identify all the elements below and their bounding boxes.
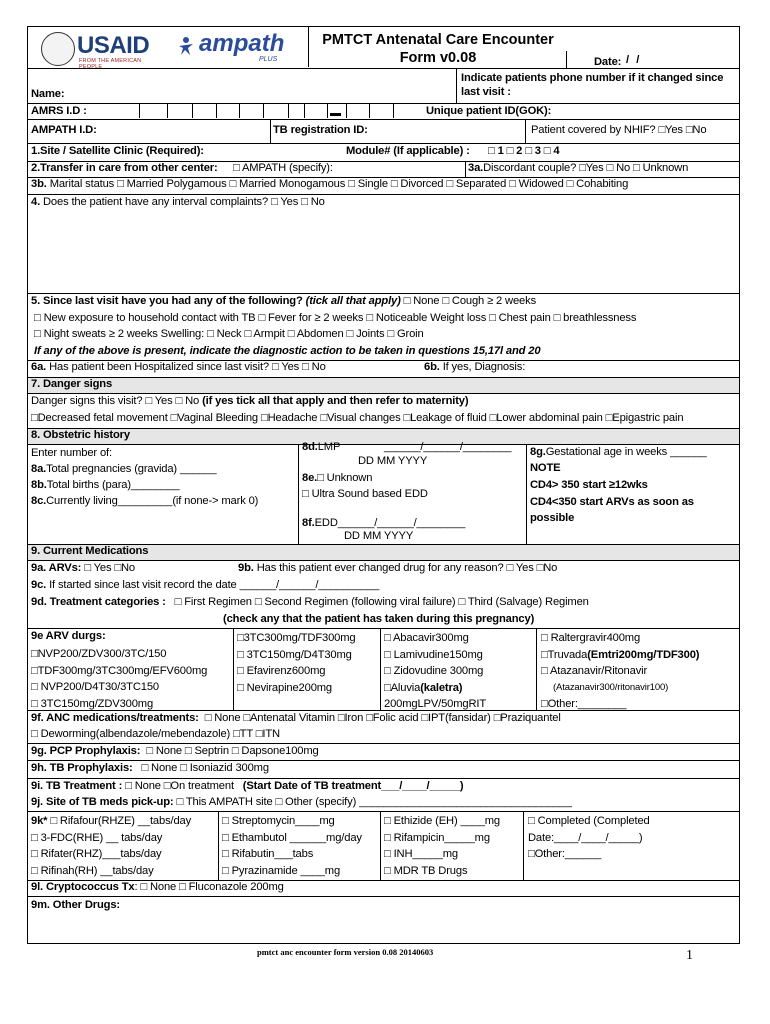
q8-header: 8. Obstetric history [31,429,130,441]
q5-hint: (tick all that apply) [305,295,401,307]
q5-options-3[interactable]: □ Night sweats ≥ 2 weeks Swelling: □ Neck □ Armpit □ Abdomen □ Joints □ Groin [34,328,424,340]
q9a-label: 9a. ARVs: [31,562,82,574]
q9d-label: 9d. Treatment categories : [31,596,166,608]
q4-interval-complaints[interactable]: Does the patient have any interval complaints? □ Yes □ No [43,196,325,208]
arv-3tc-d4t[interactable]: □ 3TC150mg/D4T30mg [237,648,352,661]
q8-note-line2: CD4<350 start ARVs as soon as [530,496,694,508]
q8-note-title: NOTE [530,462,561,474]
q3b-marital-status[interactable]: Marital status □ Married Polygamous □ Married Monogamous □ Single □ Divorced □ Separated □ Widowed □ Cohabiting [49,178,629,190]
q3b-label: 3b. [31,178,47,190]
q9a-arvs[interactable]: □ Yes □No [84,562,135,574]
q8-note-line3: possible [530,512,575,524]
q8a-label: 8a. [31,463,47,475]
q9m-label: 9m. Other Drugs: [31,899,120,911]
q2-transfer-label: 2.Transfer in care from other center: [31,162,218,174]
arv-tdf-3tc-efv[interactable]: □TDF300mg/3TC300mg/EFV600mg [31,664,208,677]
q9i-tb-treatment-options[interactable]: □ None □On treatment [125,780,234,792]
tb-ethizide[interactable]: □ Ethizide (EH) ____mg [384,815,501,827]
q8-note-line1: CD4> 350 start ≥12wks [530,479,648,491]
q5-action-note: If any of the above is present, indicate the diagnostic action to be taken in questions 15,17l and 20 [34,345,541,357]
q9e-col2[interactable] [237,630,355,696]
q8b-para[interactable]: Total births (para)________ [46,479,180,491]
tb-rifabutin[interactable]: □ Rifabutin___tabs [222,848,314,860]
q9k-col2[interactable] [222,813,362,879]
arv-kaletra: (kaletra) [420,681,463,694]
q9d-treatment-categories[interactable]: □ First Regimen □ Second Regimen (following viral failure) □ Third (Salvage) Regimen [174,596,589,608]
usaid-wordmark: USAID [77,32,150,59]
arv-truvada[interactable]: □Truvada [541,648,588,661]
arv-nvp-d4t-3tc[interactable]: □ NVP200/D4T30/3TC150 [31,681,159,693]
q9k-col4[interactable] [528,813,650,863]
q6a-hospitalized[interactable]: Has patient been Hospitalized since last visit? □ Yes □ No [49,361,326,373]
q9e-col4[interactable] [541,630,699,713]
q7-instruction: (if yes tick all that apply and then refer to maternity) [202,395,469,407]
q4-label: 4. [31,196,41,208]
arv-efavirenz[interactable]: □ Efavirenz600mg [237,665,326,677]
tb-rifampicin[interactable]: □ Rifampicin_____mg [384,831,490,844]
q6a-label: 6a. [31,361,47,373]
q9-header: 9. Current Medications [31,545,149,557]
tb-inh[interactable]: □ INH_____mg [384,848,458,860]
arv-nvp-zdv-3tc[interactable]: □NVP200/ZDV300/3TC/150 [31,648,167,660]
q8d-lmp-field[interactable]: ______/______/________ [384,441,512,453]
q8b-label: 8b. [31,479,47,491]
q9k-col3[interactable] [384,813,500,879]
arv-truvada-dose: (Emtri200mg/TDF300) [587,648,700,661]
nhif-question[interactable]: Patient covered by NHIF? □Yes □No [531,124,707,136]
q9e-col1[interactable] [31,646,207,712]
arv-abacavir[interactable]: □ Abacavir300mg [384,632,469,644]
q9f-anc-options-2[interactable]: □ Deworming(albendazole/mebendazole) □TT □ITN [31,728,280,740]
q9i-start-date[interactable]: (Start Date of TB treatment___/____/_____) [242,780,464,792]
q9j-label: 9j. Site of TB meds pick-up: [31,796,174,808]
q3a-label: 3a. [468,162,484,174]
name-label: Name: [31,88,65,100]
phone-change-note: Indicate patients phone number if it changed since last visit : [461,72,724,98]
q8e-ultrasound[interactable]: □ Ultra Sound based EDD [302,488,428,500]
q8g-label: 8g. [530,446,546,458]
q9c-label: 9c. [31,579,47,591]
tb-completed[interactable]: □ Completed (Completed [528,815,650,827]
page-number: 1 [686,948,693,963]
q9l-label: 9l. Cryptococcus Tx [31,881,135,893]
q9e-label: 9e ARV durgs: [31,630,106,642]
q1-module-label: Module# (If applicable) : [346,145,470,157]
arv-lamivudine[interactable]: □ Lamivudine150mg [384,648,483,661]
q9k-col1[interactable] [31,813,191,879]
arv-atazanavir[interactable]: □ Atazanavir/Ritonavir [541,665,648,677]
arv-3tc-zdv[interactable]: □ 3TC150mg/ZDV300mg [31,697,154,710]
tb-rifinah[interactable]: □ Rifinah(RH) __tabs/day [31,864,154,877]
ampath-wordmark: ampath [199,30,285,57]
tb-completed-date[interactable]: Date:____/____/_____) [528,831,643,844]
ampath-plus: PLUS [259,56,278,63]
q8f-label: 8f. [302,517,315,529]
arv-zidovudine[interactable]: □ Zidovudine 300mg [384,665,484,677]
q5-label: 5. Since last visit have you had any of the following? [31,295,303,307]
arv-aluvia-dose: 200mgLPV/50mgRIT [384,698,487,710]
footer-version: pmtct anc encounter form version 0.08 20140603 [257,947,434,957]
unique-patient-id-label: Unique patient ID(GOK): [426,105,552,117]
q8-enter-number: Enter number of: [31,447,112,459]
q9b-changed-drug[interactable]: Has this patient ever changed drug for any reason? □ Yes □No [256,562,558,574]
q6b-label: 6b. [424,361,440,373]
q7-danger-sign-options[interactable]: □Decreased fetal movement □Vaginal Bleeding □Headache □Visual changes □Leakage of fluid □Lower abdominal pain □Epigastric pain [31,412,684,424]
q8a-gravida[interactable]: Total pregnancies (gravida) ______ [46,463,217,475]
q7-danger-signs[interactable]: Danger signs this visit? □ Yes □ No [31,395,200,407]
arv-aluvia[interactable]: □Aluvia [384,681,421,694]
q3a-discordant-couple[interactable]: Discordant couple? □Yes □ No □ Unknown [483,162,689,174]
tb-rifafour[interactable]: □ Rifafour(RHZE) __tabs/day [50,815,192,827]
tb-registration-label: TB registration ID: [273,124,368,136]
q8e-unknown[interactable]: □ Unknown [317,472,373,484]
q9l-options[interactable]: : □ None □ Fluconazole 200mg [134,881,284,893]
q9f-anc-options[interactable]: □ None □Antenatal Vitamin □Iron □Folic acid □IPT(fansidar) □Praziquantel [204,712,561,724]
q8c-label: 8c. [31,495,47,507]
amrs-id-label: AMRS I.D : [31,105,87,117]
q8d-date-units: DD MM YYYY [358,455,428,467]
tb-mdr-drugs[interactable]: □ MDR TB Drugs [384,864,468,877]
q9j-pickup-options[interactable]: □ This AMPATH site □ Other (specify) ___________________________________ [176,796,572,808]
encounter-form [27,26,740,944]
arv-atazanavir-dose: (Atazanavir300/ritonavir100) [553,681,669,693]
q9g-pcp-options[interactable]: □ None □ Septrin □ Dapsone100mg [146,745,319,757]
form-title: PMTCT Antenatal Care Encounter Form v0.08 [322,32,554,66]
q9f-label: 9f. ANC medications/treatments: [31,712,199,724]
q8d-lmp: LMP [317,441,341,453]
tb-ethambutol[interactable]: □ Ethambutol ______mg/day [222,831,362,844]
date-label: Date: [594,56,622,68]
tb-other[interactable]: □Other:______ [528,848,602,860]
q8g-gestational-age[interactable]: Gestational age in weeks ______ [545,446,707,458]
q9i-label: 9i. TB Treatment : [31,780,123,792]
q9e-col3[interactable] [384,630,486,713]
q9c-start-date[interactable]: If started since last visit record the date ______/______/__________ [49,579,380,591]
q8d-label: 8d. [302,441,318,453]
q7-header: 7. Danger signs [31,378,113,390]
tb-pyrazinamide[interactable]: □ Pyrazinamide ____mg [222,864,341,877]
q9b-label: 9b. [238,562,254,574]
q8f-date-units: DD MM YYYY [344,530,414,542]
q9h-label: 9h. TB Prophylaxis: [31,762,133,774]
q6b-diagnosis: If yes, Diagnosis: [442,361,526,373]
q9g-label: 9g. PCP Prophylaxis: [31,745,141,757]
q8e-label: 8e. [302,472,318,484]
arv-nevirapine[interactable]: □ Nevirapine200mg [237,681,333,694]
arv-other[interactable]: □Other:________ [541,698,627,710]
q5-options-2[interactable]: □ New exposure to household contact with TB □ Fever for ≥ 2 weeks □ Noticeable Weight loss □ Chest pain □ breathlessness [34,312,637,324]
usaid-tagline: FROM THE AMERICAN PEOPLE [79,58,142,70]
date-slashes[interactable]: / / [626,54,642,66]
q9k-label: 9k* [31,815,48,827]
q8c-living[interactable]: Currently living_________(if none-> mark 0) [46,495,259,507]
arv-raltegravir[interactable]: □ Raltergravir400mg [541,632,641,644]
q9h-tb-prophylaxis-options[interactable]: □ None □ Isoniazid 300mg [141,762,269,774]
tb-streptomycin[interactable]: □ Streptomycin____mg [222,815,335,827]
q1-site-label: 1.Site / Satellite Clinic (Required): [31,145,204,157]
q9d-note: (check any that the patient has taken during this pregnancy) [223,613,535,625]
tb-rifater[interactable]: □ Rifater(RHZ)___tabs/day [31,848,162,860]
arv-3tc-tdf[interactable]: □3TC300mg/TDF300mg [237,632,356,644]
tb-3fdc[interactable]: □ 3-FDC(RHE) __ tabs/day [31,831,163,844]
q1-module-options[interactable]: □ 1 □ 2 □ 3 □ 4 [488,145,560,157]
q8f-edd[interactable]: EDD______/______/________ [314,517,466,529]
q5-options-1[interactable]: □ None □ Cough ≥ 2 weeks [403,295,537,307]
ampath-id-label: AMPATH I.D: [31,124,97,136]
q2-ampath-option[interactable]: □ AMPATH (specify): [233,162,333,174]
